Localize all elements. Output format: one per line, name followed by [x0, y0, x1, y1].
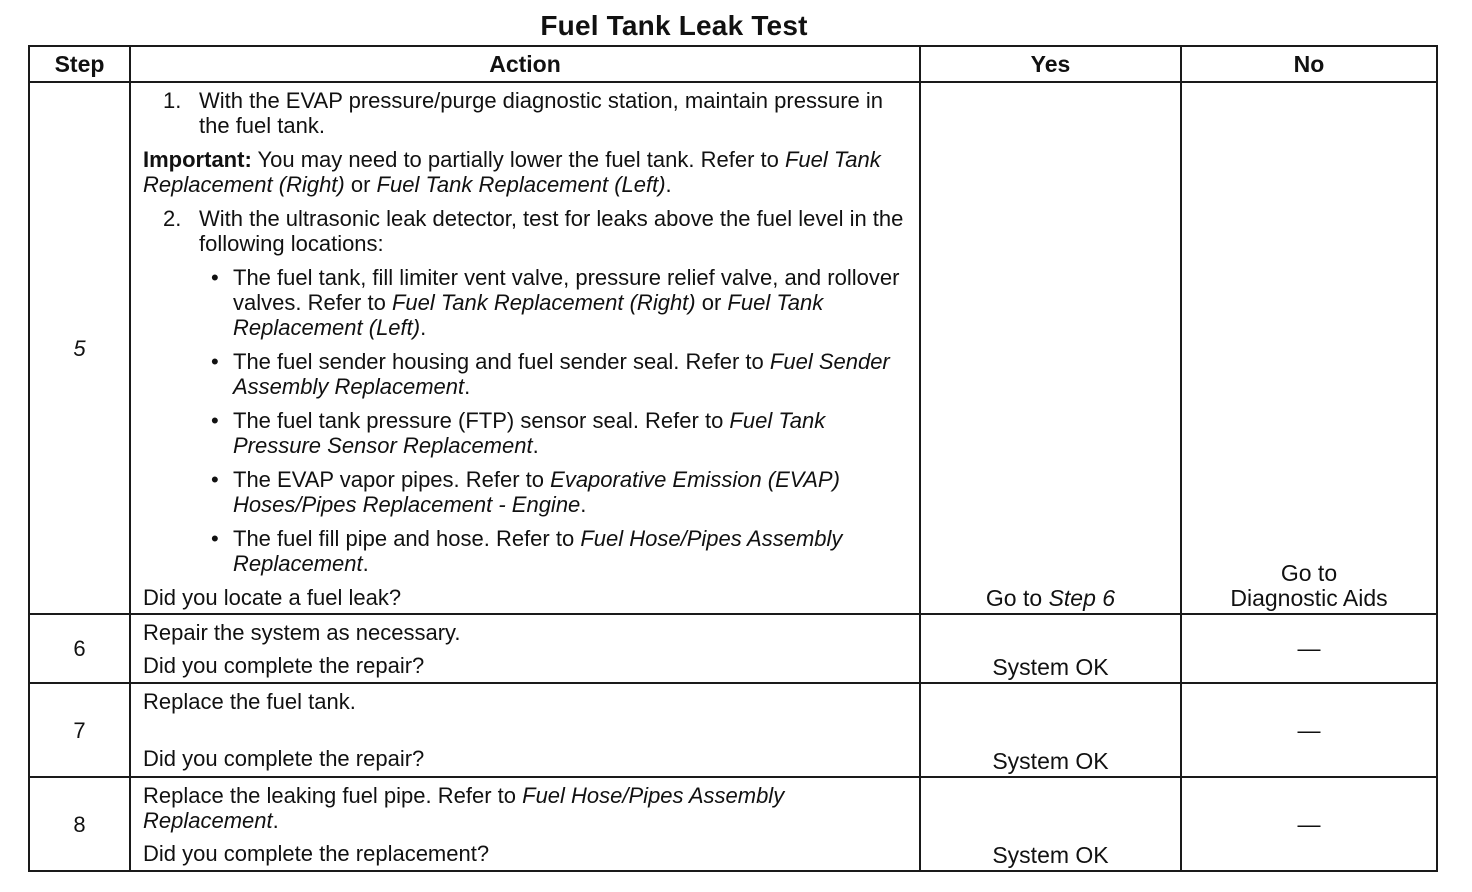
- page-title: Fuel Tank Leak Test: [540, 10, 808, 41]
- action-text: Repair the system as necessary.: [143, 620, 461, 645]
- bullet-icon: •: [211, 265, 219, 290]
- action-text: Replace the leaking fuel pipe. Refer to Fuel Hose/Pipes Assembly Replacement.: [143, 783, 785, 833]
- diagnostic-aids-link: Diagnostic Aids: [1230, 585, 1388, 611]
- action-cell: [130, 683, 920, 777]
- question-text: Did you locate a fuel leak?: [143, 585, 402, 610]
- reference-link: Fuel Hose/Pipes Assembly Replacement: [233, 526, 843, 576]
- reference-link: Fuel Sender Assembly Replacement: [233, 349, 890, 399]
- table-row-step-8: [29, 777, 1437, 871]
- bullet-item: • The fuel tank, fill limiter vent valve, pressure relief valve, and rollover valves. Refer to Fuel Tank Replacement (Right) or Fuel Tank Replacement (Left).: [211, 265, 900, 340]
- action-cell: [130, 82, 920, 614]
- numbered-item: [143, 206, 909, 256]
- step-number: 8: [29, 777, 130, 871]
- table-row-step-5: [29, 82, 1437, 614]
- bullet-icon: •: [211, 349, 219, 374]
- item-text: With the ultrasonic leak detector, test for leaks above the fuel level in the following locations:: [199, 206, 904, 256]
- important-label: Important:: [143, 147, 252, 172]
- item-number: 2.: [163, 206, 182, 231]
- important-note: Important: You may need to partially lower the fuel tank. Refer to Fuel Tank Replacement (Right) or Fuel Tank Replacement (Left).: [143, 147, 881, 197]
- action-text: Replace the fuel tank.: [143, 689, 356, 714]
- bullet-item: • The fuel tank pressure (FTP) sensor seal. Refer to Fuel Tank Pressure Sensor Replacement.: [211, 408, 826, 458]
- item-text: With the EVAP pressure/purge diagnostic station, maintain pressure in the fuel tank.: [199, 88, 883, 138]
- action-cell: [130, 777, 920, 871]
- reference-link: Fuel Hose/Pipes Assembly Replacement: [143, 783, 785, 833]
- yes-cell: System OK: [920, 683, 1181, 777]
- action-header: Action: [130, 46, 920, 82]
- step-number: 6: [29, 614, 130, 683]
- diagnostic-table: [28, 45, 1438, 872]
- reference-link: Evaporative Emission (EVAP) Hoses/Pipes Replacement - Engine: [233, 467, 840, 517]
- bullet-item: • The EVAP vapor pipes. Refer to Evaporative Emission (EVAP) Hoses/Pipes Replacement - Engine.: [211, 467, 840, 517]
- no-cell: —: [1181, 683, 1437, 777]
- yes-cell: Go to Step 6: [920, 82, 1181, 614]
- action-cell: [130, 614, 920, 683]
- reference-link: Fuel Tank Replacement (Right): [391, 290, 696, 315]
- reference-link: Fuel Tank Replacement (Left): [233, 290, 824, 340]
- question-text: Did you complete the repair?: [143, 653, 425, 678]
- step-number: 7: [29, 683, 130, 777]
- bullet-icon: •: [211, 408, 219, 433]
- bullet-item: • The fuel sender housing and fuel sender seal. Refer to Fuel Sender Assembly Replacement.: [211, 349, 890, 399]
- no-cell: —: [1181, 614, 1437, 683]
- no-cell: Go to Diagnostic Aids: [1181, 82, 1437, 614]
- numbered-item: [143, 88, 909, 138]
- reference-link: Fuel Tank Replacement (Left): [376, 172, 666, 197]
- no-header: No: [1181, 46, 1437, 82]
- question-text: Did you complete the repair?: [143, 746, 425, 771]
- yes-cell: System OK: [920, 777, 1181, 871]
- header-row: [29, 46, 1437, 82]
- bullet-icon: •: [211, 467, 219, 492]
- no-cell: —: [1181, 777, 1437, 871]
- bullet-icon: •: [211, 526, 219, 551]
- table-row-step-6: [29, 614, 1437, 683]
- yes-header: Yes: [920, 46, 1181, 82]
- step-link: Step 6: [1048, 585, 1116, 611]
- step-number: 5: [29, 82, 130, 614]
- step-header: Step: [29, 46, 130, 82]
- yes-cell: System OK: [920, 614, 1181, 683]
- bullet-item: • The fuel fill pipe and hose. Refer to Fuel Hose/Pipes Assembly Replacement.: [211, 526, 843, 576]
- table-row-step-7: [29, 683, 1437, 777]
- reference-link: Fuel Tank Pressure Sensor Replacement: [233, 408, 826, 458]
- reference-link: Fuel Tank Replacement (Right): [143, 147, 881, 197]
- question-text: Did you complete the replacement?: [143, 841, 490, 866]
- item-number: 1.: [163, 88, 182, 113]
